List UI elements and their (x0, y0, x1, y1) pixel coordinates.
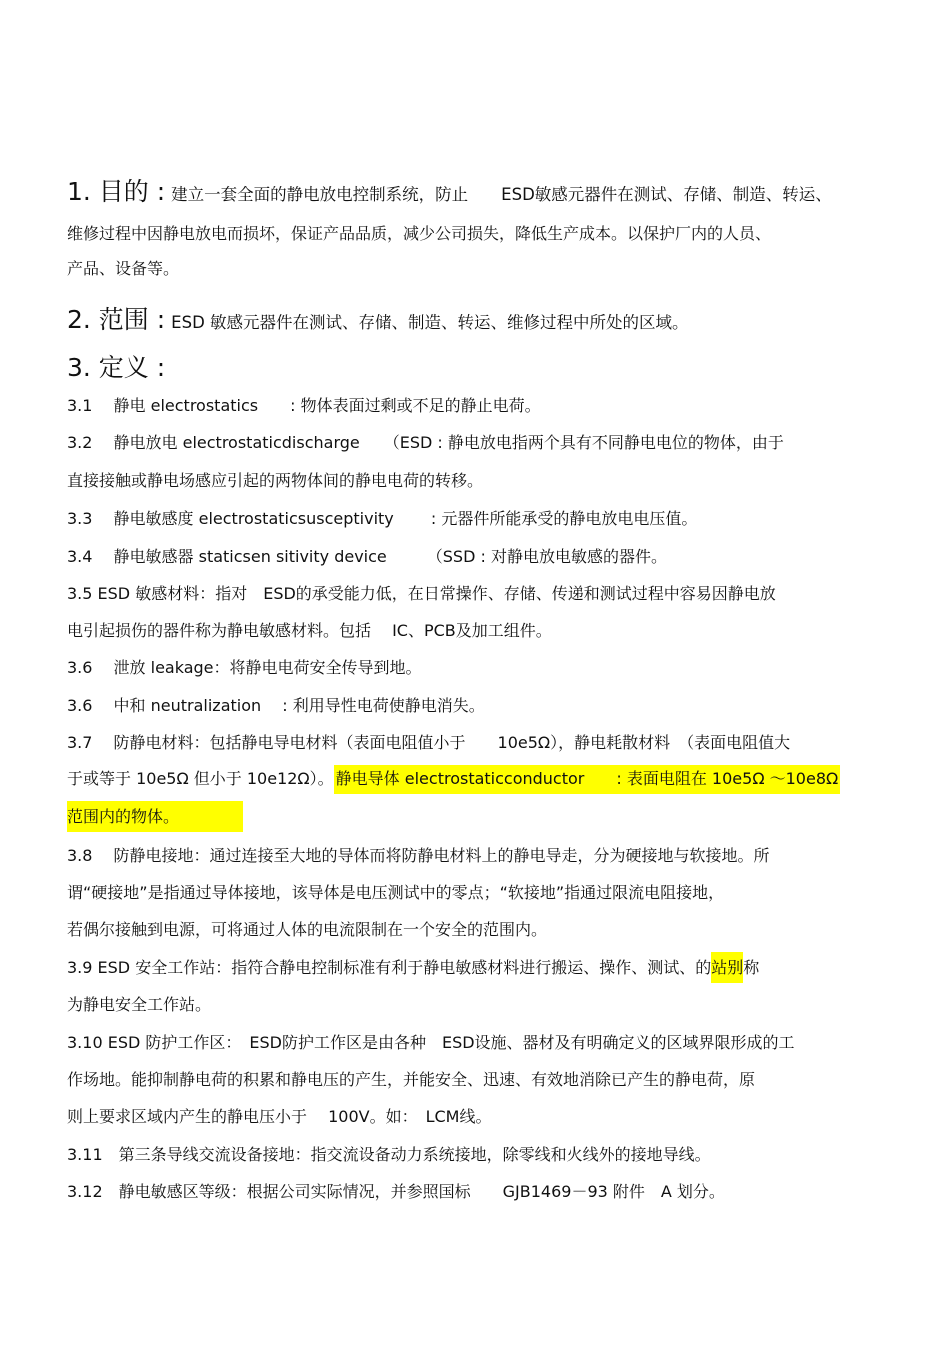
section-1-text-line-2: 维修过程中因静电放电而损坏，保证产品品质，减少公司损失，降低生产成本。以保护厂内的人员、 (67, 224, 772, 243)
definition-3-5-line-2: 电引起损伤的器件称为静电敏感材料。包括 IC、PCB及加工组件。 (67, 621, 552, 640)
section-1-text-line-3: 产品、设备等。 (67, 259, 180, 278)
definition-3-5-line-1: 3.5 ESD 敏感材料：指对 ESD的承受能力低，在日常操作、存储、传递和测试过程中容易因静电放 (67, 584, 776, 603)
highlighted-conductor-definition: 静电导体 electrostaticconductor : 表面电阻在 10e5Ω ～10e8Ω (334, 765, 841, 794)
definition-3-7-line-2 (67, 768, 897, 790)
definition-3-12: 3.12 静电敏感区等级：根据公司实际情况，并参照国标 GJB1469－93 附件 A 划分。 (67, 1182, 725, 1201)
highlighted-range-text: 范围内的物体。 (67, 801, 243, 832)
section-2 (67, 300, 689, 336)
definition-3-4: 3.4 静电敏感器 staticsen sitivity device （SSD : 对静电放电敏感的器件。 (67, 547, 667, 566)
section-1-text-line-1: 建立一套全面的静电放电控制系统，防止 ESD敏感元器件在测试、存储、制造、转运、 (171, 185, 832, 204)
definition-3-7-line-1: 3.7 防静电材料：包括静电导电材料（表面电阻值小于 10e5Ω），静电耗散材料 （表面电阻值大 (67, 733, 791, 752)
section-1-heading: 1. 目的 : (67, 177, 166, 206)
definition-3-10-line-2: 作场地。能抑制静电荷的积累和静电压的产生，并能安全、迅速、有效地消除已产生的静电荷，原 (67, 1070, 756, 1089)
section-2-heading: 2. 范围 : (67, 305, 166, 334)
definition-3-8-line-1: 3.8 防静电接地：通过连接至大地的导体而将防静电材料上的静电导走，分为硬接地与软接地。所 (67, 846, 770, 865)
definition-3-11: 3.11 第三条导线交流设备接地：指交流设备动力系统接地，除零线和火线外的接地导线。 (67, 1145, 711, 1164)
definition-3-10-line-1: 3.10 ESD 防护工作区： ESD防护工作区是由各种 ESD设施、器材及有明确定义的区域界限形成的工 (67, 1033, 795, 1052)
highlighted-station-word: 站别 (711, 952, 743, 983)
definition-3-9-line-2: 为静电安全工作站。 (67, 995, 212, 1014)
definition-3-2-line-1: 3.2 静电放电 electrostaticdischarge （ESD : 静电放电指两个具有不同静电电位的物体，由于 (67, 433, 784, 452)
definition-3-8-line-3: 若偶尔接触到电源，可将通过人体的电流限制在一个安全的范围内。 (67, 920, 548, 939)
section-1 (67, 172, 832, 208)
section-3-heading: 3. 定义 : (67, 353, 166, 382)
definition-3-7-plain-text: 于或等于 10e5Ω 但小于 10e12Ω）。 (67, 769, 334, 788)
definition-3-1: 3.1 静电 electrostatics : 物体表面过剩或不足的静止电荷。 (67, 396, 541, 415)
definition-3-7-line-3 (67, 806, 243, 828)
definition-3-3: 3.3 静电敏感度 electrostaticsusceptivity : 元器件所能承受的静电放电电压值。 (67, 509, 698, 528)
definition-3-8-line-2: 谓“硬接地”是指通过导体接地，该导体是电压测试中的零点；“软接地”指通过限流电阻接地， (67, 883, 725, 902)
definition-3-9-text: 3.9 ESD 安全工作站：指符合静电控制标准有利于静电敏感材料进行搬运、操作、测试、的 (67, 958, 712, 977)
definition-3-6-leakage: 3.6 泄放 leakage：将静电电荷安全传导到地。 (67, 658, 422, 677)
definition-3-9-text-end: 称 (743, 958, 760, 977)
definition-3-10-line-3: 则上要求区域内产生的静电压小于 100V。如： LCM线。 (67, 1107, 492, 1126)
section-2-text: ESD 敏感元器件在测试、存储、制造、转运、维修过程中所处的区域。 (171, 313, 689, 332)
section-3 (67, 348, 165, 384)
definition-3-6-neutralization: 3.6 中和 neutralization : 利用导性电荷使静电消失。 (67, 696, 485, 715)
definition-3-2-line-2: 直接接触或静电场感应引起的两物体间的静电电荷的转移。 (67, 471, 484, 490)
definition-3-9-line-1 (67, 957, 759, 979)
